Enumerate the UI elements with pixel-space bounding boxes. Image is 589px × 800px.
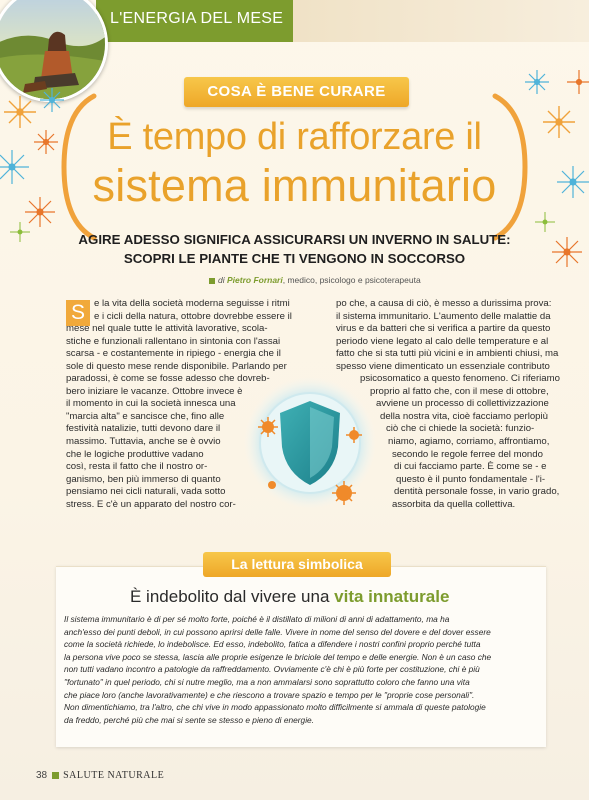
box-line: che piace loro (anche lavorativamente) e che riescono a trovare spazio e tempo per le "proprie cose personali". xyxy=(64,689,475,700)
byline-role: , medico, psicologo e psicoterapeuta xyxy=(282,275,421,285)
col1-line: così, resta il fatto che il nostro or- xyxy=(66,461,208,473)
col1-line: massimo. Tuttavia, anche se è ovvio xyxy=(66,436,221,448)
header-fade xyxy=(293,0,589,42)
col2-line: di cui facciamo parte. È come se - e xyxy=(394,461,547,473)
col1-line: ganismo, ben più immerso di quanto xyxy=(66,473,221,485)
box-line: "fortunato" in quel periodo, chi si nutre meglio, ma a non ammalarsi sono soprattutto coloro che fanno una vita xyxy=(64,676,470,687)
col1-line: che le logiche produttive vadano xyxy=(66,448,204,460)
col2-line: niamo, agiamo, corriamo, affrontiamo, xyxy=(388,436,550,448)
kicker-badge xyxy=(184,77,409,107)
col2-line: periodo viene legato al calo delle temperature e al xyxy=(336,335,549,347)
col2-line: fatto che si sta tutti più vicini e in ambienti chiusi, ma xyxy=(336,348,559,360)
sidebar-heading-bold: vita innaturale xyxy=(334,587,450,606)
col1-line: stiche e funzionali rallentano in sintonia con l'assai xyxy=(66,335,281,347)
headline-line-2: sistema immunitario xyxy=(92,160,497,211)
col2-line: dentità personale fosse, in vario grado, xyxy=(394,486,560,498)
col2-line: ciò che ci chiede la società: funzio- xyxy=(386,423,535,435)
col1-line: sole di questo mese rende disponibile. Parlando per xyxy=(66,360,287,372)
col1-line: "marcia alta" e sancisce che, fino alle xyxy=(66,410,225,422)
col2-line: psicosomatico a questo fenomeno. Ci riferiamo xyxy=(360,373,560,385)
col2-line: assorbita da quella collettiva. xyxy=(392,498,516,510)
col1-line: festività natalizie, tutti devono dare il xyxy=(66,423,221,435)
byline-author: Pietro Fornari xyxy=(227,275,283,285)
byline-prefix: di xyxy=(218,275,225,285)
section-label: L'ENERGIA DEL MESE xyxy=(110,10,284,27)
box-line: Il sistema immunitario è di per sé molto forte, poiché è il distillato di milioni di anni di adattamento, ma ha xyxy=(64,614,450,624)
sidebar-heading xyxy=(130,587,449,607)
col1-line: scarsa - e costantemente in ripiego - energia che il xyxy=(66,348,281,360)
box-line: anch'esso dei punti deboli, in cui possono aprirsi delle falle. Vivere in nome del senso del dovere e del dover essere xyxy=(64,626,491,637)
byline xyxy=(209,275,421,285)
col1-line: pensiamo nei cicli naturali, vada sotto xyxy=(66,486,226,498)
col1-line: mese nel quale tutte le attività lavorative, scola- xyxy=(66,323,268,335)
footer-square-icon xyxy=(52,772,59,779)
section-label-bar xyxy=(96,0,293,42)
col1-line: paradossi, è come se fosse adesso che dovreb- xyxy=(66,373,270,385)
col2-line: secondo le regole ferree del mondo xyxy=(392,448,543,460)
box-line: la persona vive poco se stessa, lascia alle proprie esigenze le briciole del tempo e delle energie. Non è un caso che xyxy=(64,651,492,662)
col2-line: spesso viene dimenticato un essenziale contributo xyxy=(336,360,550,372)
col1-line: il momento in cui la società innesca una xyxy=(66,398,236,410)
col1-line: bero iniziare le vacanze. Ottobre invece è xyxy=(66,385,243,397)
subtitle-line-1: AGIRE ADESSO SIGNIFICA ASSICURARSI UN INVERNO IN SALUTE: xyxy=(78,232,511,247)
page-number: 38 xyxy=(36,770,48,781)
col2-line: questo è il punto fondamentale - l'i- xyxy=(396,473,546,485)
byline-square-icon xyxy=(209,278,215,284)
headline-line-1: È tempo di rafforzare il xyxy=(107,116,482,158)
kicker-text: COSA È BENE CURARE xyxy=(207,83,386,100)
col2-line: virus e da batteri che si verifica a partire da questo xyxy=(336,323,551,335)
box-line: come la società richiede, lo indebolisce. Ed esso, indebolito, fatica a difendere i nostri confini proprio perché tutta xyxy=(64,639,481,650)
box-line: Non dimentichiamo, tra l'altro, che chi vive in modo appassionato molto difficilmente si ammala di queste patologie xyxy=(64,702,486,713)
col2-line: il sistema immunitario. L'aumento delle malattie da xyxy=(336,310,551,322)
col2-line: della nostra vita, cioè facciamo perlopiù xyxy=(380,410,548,422)
col2-line: proprio al fatto che, con il mese di ottobre, xyxy=(370,385,549,397)
sidebar-label: La lettura simbolica xyxy=(231,556,363,572)
immune-shield-illustration xyxy=(240,373,380,513)
box-line: da freddo, perché più che mai si sente se stesso e pieno di energie. xyxy=(64,714,315,725)
magazine-name: SALUTE NATURALE xyxy=(63,770,165,781)
subtitle-line-2: SCOPRI LE PIANTE CHE TI VENGONO IN SOCCORSO xyxy=(123,251,466,266)
page-footer xyxy=(36,770,164,781)
sidebar-heading-plain: È indebolito dal vivere una xyxy=(130,587,335,606)
col1-line: e la vita della società moderna seguisse i ritmi xyxy=(94,298,290,309)
box-line: non tutti vadano incontro a patologie da raffreddamento. Ovviamente c'è chi è più forte per costituzione, chi è più xyxy=(64,664,480,675)
col1-line: stress. E c'è un apparato del nostro cor- xyxy=(66,498,236,510)
col1-line: e i cicli della natura, ottobre dovrebbe essere il xyxy=(94,310,292,322)
drop-cap: S xyxy=(66,300,90,326)
col2-line: po che, a causa di ciò, è messo a durissima prova: xyxy=(336,298,552,309)
sidebar-text xyxy=(64,613,491,726)
sidebar-label-badge xyxy=(203,552,391,577)
col2-line: avviene un processo di collettivizzazione xyxy=(376,398,549,410)
